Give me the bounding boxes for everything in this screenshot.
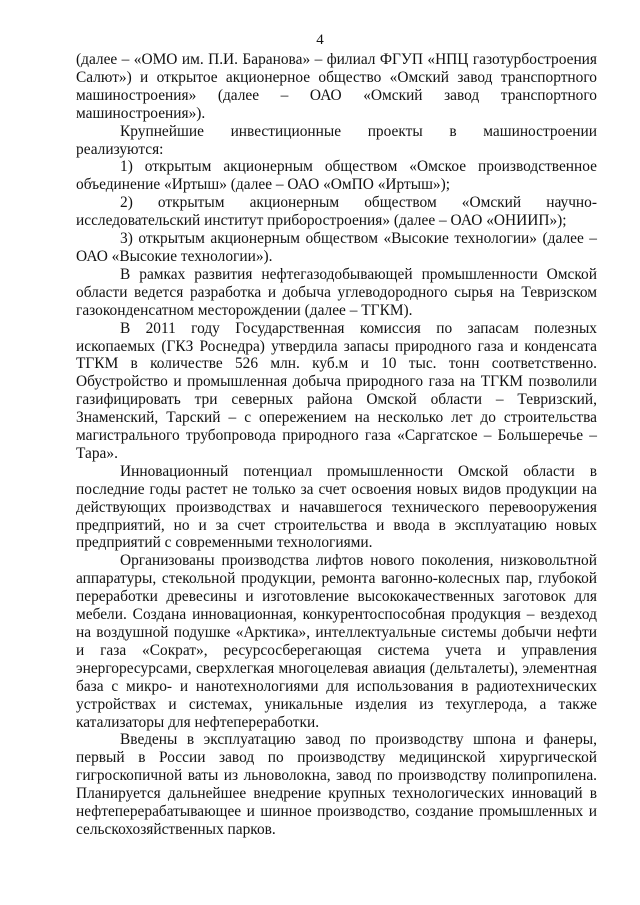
paragraph-gkz-reserves: В 2011 году Государственная комиссия по запасам полезных ископаемых (ГКЗ Роснедра) утвердила запасы природного газа и конденсата ТГКМ в количестве 526 млн. куб.м и 10 тыс. тонн соответственно. Обустройство и промышленная добыча природного газа на ТГКМ позволили газифицировать три северных района Омской области – Тевризский, Знаменский, Тарский – с опережением на несколько лет до строительства магистрального трубопровода природного газа «Саргатское – Большеречье – Тара».: [76, 319, 597, 462]
page-number: 4: [316, 32, 324, 48]
list-item-oniip: 2) открытым акционерным обществом «Омский научно-исследовательский институт приборостроения» (далее – ОАО «ОНИИП»);: [76, 194, 597, 230]
paragraph-omo-baranov: (далее – «ОМО им. П.И. Баранова» – филиал ФГУП «НПЦ газотурбостроения Салют») и открытое акционерное общество «Омский завод транспортного машиностроения» (далее – ОАО «Омский завод транспортного машиностроения»).: [76, 51, 597, 122]
document-body: [76, 51, 597, 839]
list-item-irtysh: 1) открытым акционерным обществом «Омское производственное объединение «Иртыш» (далее – ОАО «ОмПО «Иртыш»);: [76, 158, 597, 194]
list-item-high-tech: 3) открытым акционерным обществом «Высокие технологии» (далее – ОАО «Высокие технологии»).: [76, 230, 597, 265]
paragraph-new-plants: Введены в эксплуатацию завод по производству шпона и фанеры, первый в России завод по производству медицинской хирургической гигроскопичной ваты из льноволокна, завод по производству полипропилена. Планируется дальнейшее внедрение крупных технологических инноваций в нефтеперерабатывающее и шинное производство, создание промышленных и сельскохозяйственных парков.: [76, 731, 597, 838]
paragraph-innovation-potential: Инновационный потенциал промышленности Омской области в последние годы растет не только за счет освоения новых видов продукции на действующих производствах и начавшегося технического перевооружения предприятий, но и за счет строительства и ввода в эксплуатацию новых предприятий с современными технологиями.: [76, 462, 597, 552]
paragraph-oil-gas-industry: В рамках развития нефтегазодобывающей промышленности Омской области ведется разработка и добыча углеводородного сырья на Тевризском газоконденсатном месторождении (далее – ТГКМ).: [76, 265, 597, 319]
paragraph-investment-projects-intro: Крупнейшие инвестиционные проекты в машиностроении реализуются:: [76, 122, 597, 158]
paragraph-new-productions: Организованы производства лифтов нового поколения, низковольтной аппаратуры, стекольной продукции, ремонта вагонно-колесных пар, глубокой переработки древесины и изготовление высококачественных заготовок для мебели. Создана инновационная, конкурентоспособная продукция – вездеход на воздушной подушке «Арктика», интеллектуальные системы добычи нефти и газа «Сократ», ресурсосберегающая система учета и управления энергоресурсами, сверхлегкая многоцелевая авиация (дельталеты), элементная база с микро- и нанотехнологиями для использования в радиотехнических устройствах и системах, уникальные изделия из техуглерода, а также катализаторы для нефтепереработки.: [76, 552, 597, 731]
